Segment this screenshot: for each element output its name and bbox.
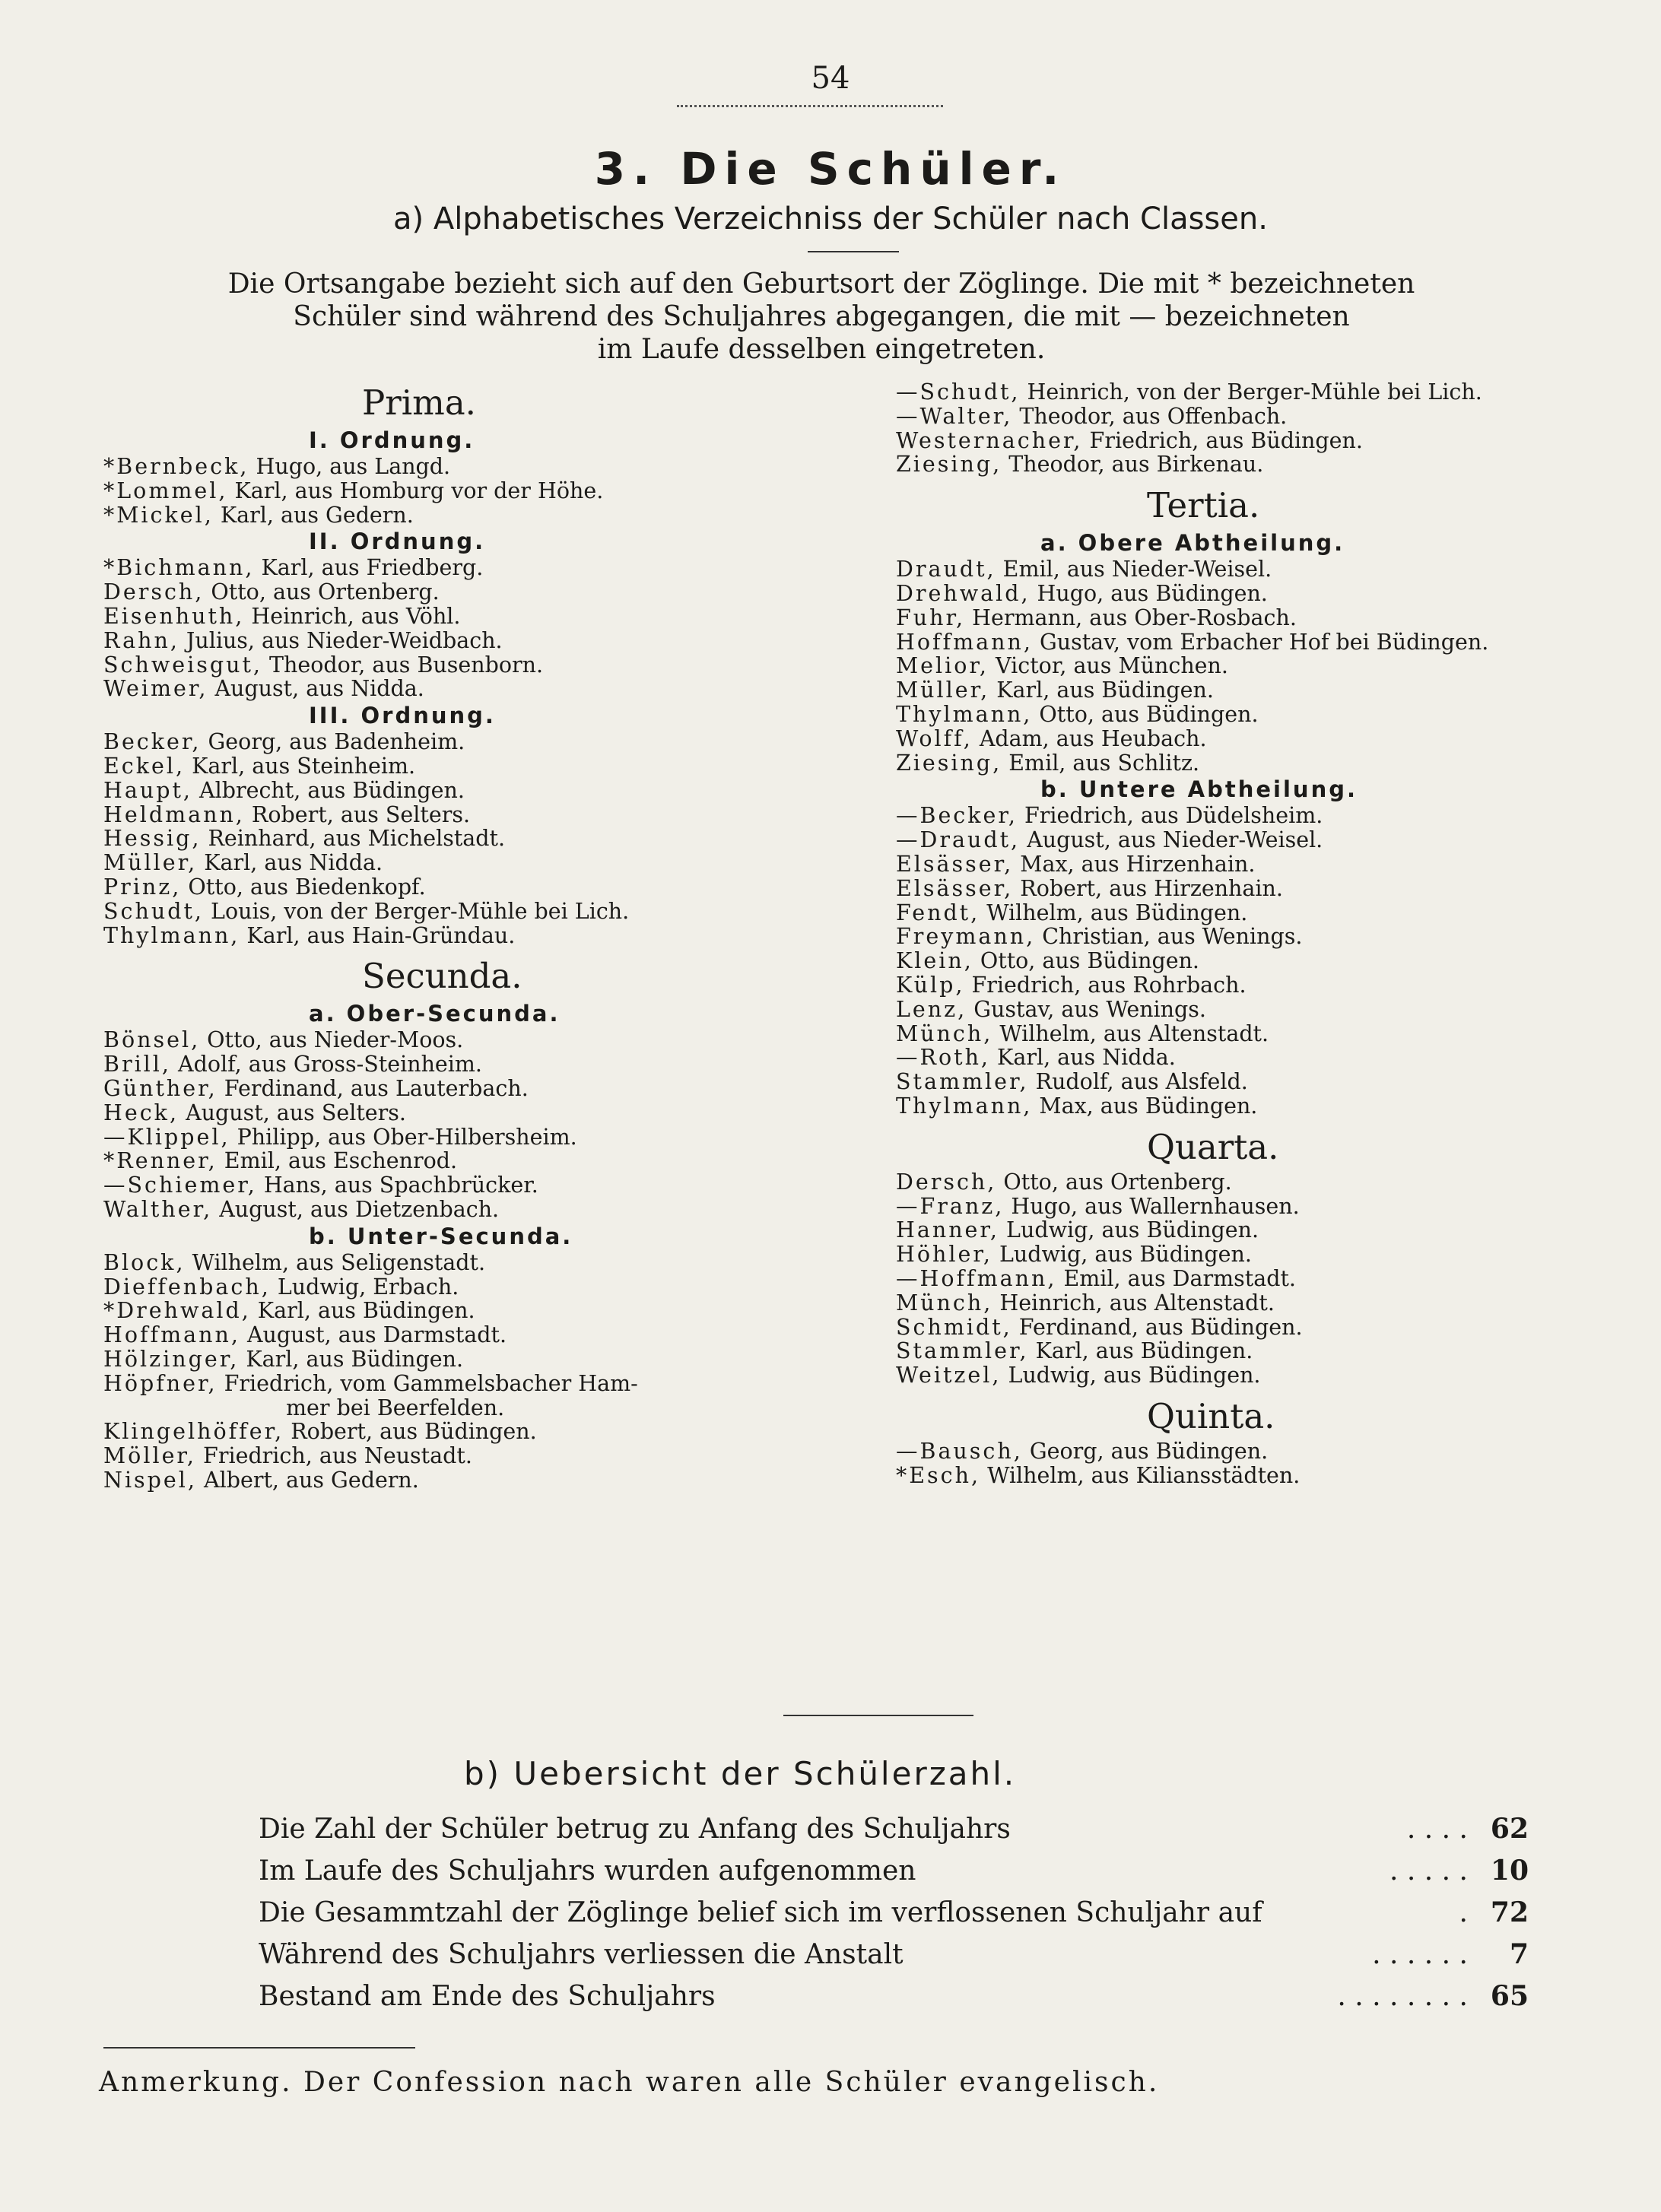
pupil-details: Otto, aus Ortenberg. bbox=[204, 579, 440, 605]
pupil-entry bbox=[103, 580, 864, 605]
summary-label: Bestand am Ende des Schuljahrs bbox=[259, 1981, 716, 2012]
pupil-surname: Thylmann, bbox=[896, 701, 1033, 727]
summary-row bbox=[259, 1850, 1536, 1892]
pupil-details: Otto, aus Büdingen. bbox=[1032, 701, 1259, 727]
spacer bbox=[896, 1388, 1626, 1394]
pupil-details: Ludwig, Erbach. bbox=[270, 1274, 459, 1300]
pupil-surname: Eisenhuth, bbox=[103, 603, 245, 629]
pupil-details: Karl, aus Büdingen. bbox=[239, 1346, 464, 1372]
pupil-surname: Höhler, bbox=[896, 1242, 992, 1268]
pupil-surname: Nispel, bbox=[103, 1467, 197, 1493]
enrollment-summary bbox=[259, 1808, 1536, 2017]
pupil-surname: *Bernbeck, bbox=[103, 454, 249, 479]
pupil-surname: —Schudt, bbox=[896, 379, 1021, 405]
summary-row bbox=[259, 1808, 1536, 1850]
pupil-details: Max, aus Büdingen. bbox=[1032, 1093, 1258, 1119]
pupil-surname: Rahn, bbox=[103, 627, 179, 653]
summary-value: 7 bbox=[1509, 1938, 1529, 1970]
pupil-entry bbox=[896, 582, 1626, 606]
pupil-surname: *Bichmann, bbox=[103, 555, 255, 581]
pupil-entry bbox=[103, 924, 864, 948]
pupil-surname: Heck, bbox=[103, 1100, 179, 1125]
pupil-surname: Münch, bbox=[896, 1020, 993, 1046]
pupil-details: Karl, aus Homburg vor der Höhe. bbox=[227, 478, 604, 503]
pupil-details: Victor, aus München. bbox=[989, 653, 1228, 679]
pupil-entry bbox=[896, 949, 1626, 973]
pupil-entry bbox=[896, 630, 1626, 655]
pupil-entry bbox=[896, 1195, 1626, 1219]
pupil-surname: Draudt, bbox=[896, 557, 996, 582]
summary-value: 62 bbox=[1490, 1813, 1529, 1845]
pupil-surname: —Roth, bbox=[896, 1045, 990, 1071]
pupil-details: Georg, aus Badenheim. bbox=[201, 729, 465, 755]
pupil-entry bbox=[103, 1077, 864, 1101]
pupil-details: Wilhelm, aus Altenstadt. bbox=[992, 1020, 1269, 1046]
pupil-details: Karl, aus Hain-Gründau. bbox=[240, 922, 516, 948]
pupil-details: Karl, aus Nidda. bbox=[197, 850, 383, 876]
class-heading: Tertia. bbox=[1147, 485, 1260, 526]
spacer bbox=[103, 947, 864, 954]
pupil-entry bbox=[896, 1439, 1626, 1464]
pupil-entry bbox=[896, 998, 1626, 1022]
pupil-details: Max, aus Hirzenhain. bbox=[1013, 851, 1256, 877]
pupil-entry bbox=[103, 1251, 864, 1275]
pupil-entry bbox=[103, 1149, 864, 1173]
pupil-entry bbox=[103, 1372, 864, 1396]
pupil-surname: —Bausch, bbox=[896, 1438, 1023, 1464]
leader-dots: . . . . bbox=[1406, 1814, 1468, 1845]
subgroup-heading: a. Obere Abtheilung. bbox=[1040, 530, 1345, 557]
right-column bbox=[896, 380, 1626, 1487]
pupil-details: Friedrich, aus Büdingen. bbox=[1082, 427, 1363, 453]
pupil-entry bbox=[896, 429, 1626, 453]
pupil-entry bbox=[896, 1339, 1626, 1363]
subgroup-heading: III. Ordnung. bbox=[309, 703, 496, 729]
pupil-surname: Elsässer, bbox=[896, 875, 1014, 901]
pupil-surname: Heldmann, bbox=[103, 801, 245, 827]
pupil-details: Karl, aus Gedern. bbox=[213, 502, 414, 528]
pupil-surname: Freymann, bbox=[896, 924, 1036, 950]
pupil-entry bbox=[103, 1444, 864, 1468]
pupil-entry bbox=[103, 803, 864, 827]
pupil-entry bbox=[896, 654, 1626, 678]
intro-line: Die Ortsangabe bezieht sich auf den Geburtsort der Zöglinge. Die mit * bezeichneten bbox=[227, 268, 1415, 300]
left-column bbox=[103, 380, 864, 1493]
pupil-entry bbox=[103, 875, 864, 900]
pupil-surname: Ziesing, bbox=[896, 750, 1002, 776]
divider bbox=[808, 251, 899, 252]
pupil-entry bbox=[103, 605, 864, 629]
pupil-details: Ludwig, aus Büdingen. bbox=[992, 1242, 1252, 1268]
summary-value: 10 bbox=[1490, 1855, 1529, 1887]
pupil-details: Friedrich, aus Rohrbach. bbox=[964, 972, 1247, 998]
pupil-surname: Fendt, bbox=[896, 900, 980, 925]
pupil-entry bbox=[896, 1094, 1626, 1119]
pupil-surname: Günther, bbox=[103, 1075, 218, 1101]
spacer bbox=[896, 1119, 1626, 1125]
pupil-surname: —Hoffmann, bbox=[896, 1265, 1057, 1291]
pupil-entry bbox=[896, 973, 1626, 998]
pupil-entry bbox=[896, 852, 1626, 877]
pupil-details: Otto, aus Biedenkopf. bbox=[181, 874, 426, 900]
pupil-surname: Weitzel, bbox=[896, 1363, 1002, 1388]
pupil-entry bbox=[103, 900, 864, 924]
pupil-surname: Schmidt, bbox=[896, 1314, 1012, 1340]
summary-row bbox=[259, 1892, 1536, 1934]
pupil-entry bbox=[103, 479, 864, 503]
pupil-entry bbox=[896, 1242, 1626, 1267]
pupil-surname: Dersch, bbox=[103, 579, 205, 605]
pupil-entry bbox=[896, 1170, 1626, 1195]
pupil-surname: Möller, bbox=[103, 1443, 196, 1469]
leader-dots: . . . . . bbox=[1389, 1855, 1468, 1887]
pupil-details: August, aus Selters. bbox=[179, 1100, 406, 1125]
pupil-entry bbox=[896, 1464, 1626, 1488]
pupil-surname: —Franz, bbox=[896, 1193, 1005, 1219]
summary-label: Die Gesammtzahl der Zöglinge belief sich im verflossenen Schuljahr auf bbox=[259, 1897, 1262, 1928]
pupil-entry bbox=[896, 1363, 1626, 1388]
pupil-surname: —Draudt, bbox=[896, 827, 1021, 853]
pupil-surname: —Walter, bbox=[896, 403, 1013, 429]
pupil-entry bbox=[103, 1028, 864, 1052]
subgroup-heading: a. Ober-Secunda. bbox=[309, 1001, 561, 1027]
pupil-details: August, aus Nieder-Weisel. bbox=[1020, 827, 1323, 853]
pupil-surname: —Becker, bbox=[896, 803, 1018, 829]
pupil-entry bbox=[103, 1323, 864, 1347]
pupil-details: Gustav, aus Wenings. bbox=[967, 996, 1206, 1022]
pupil-entry bbox=[896, 703, 1626, 727]
pupil-entry bbox=[103, 827, 864, 851]
pupil-surname: *Drehwald, bbox=[103, 1298, 251, 1324]
pupil-details: Emil, aus Nieder-Weisel. bbox=[996, 557, 1272, 582]
pupil-details: Theodor, aus Busenborn. bbox=[262, 652, 544, 678]
pupil-details: Christian, aus Wenings. bbox=[1035, 924, 1303, 950]
pupil-entry bbox=[896, 1046, 1626, 1070]
pupil-entry bbox=[896, 405, 1626, 429]
summary-label: Während des Schuljahrs verliessen die Anstalt bbox=[259, 1939, 904, 1970]
pupil-surname: Schudt, bbox=[103, 898, 204, 924]
pupil-surname: —Klippel, bbox=[103, 1124, 230, 1150]
pupil-entry bbox=[896, 606, 1626, 630]
pupil-surname: Müller, bbox=[896, 678, 990, 703]
pupil-surname: Block, bbox=[103, 1249, 186, 1275]
pupil-entry bbox=[896, 380, 1626, 405]
pupil-entry bbox=[896, 804, 1626, 828]
pupil-surname: Stammler, bbox=[896, 1338, 1029, 1364]
pupil-surname: Prinz, bbox=[103, 874, 182, 900]
pupil-details: Hans, aus Spachbrücker. bbox=[256, 1173, 538, 1198]
pupil-entry bbox=[896, 925, 1626, 949]
pupil-surname: Müller, bbox=[103, 850, 198, 876]
pupil-details: Philipp, aus Ober-Hilbersheim. bbox=[230, 1124, 577, 1150]
pupil-entry bbox=[896, 1022, 1626, 1046]
pupil-surname: Wolff, bbox=[896, 725, 973, 751]
pupil-details: Ferdinand, aus Büdingen. bbox=[1012, 1314, 1303, 1340]
pupil-details: Albrecht, aus Büdingen. bbox=[192, 777, 465, 803]
pupil-entry bbox=[896, 452, 1626, 477]
pupil-entry bbox=[896, 1315, 1626, 1340]
pupil-details: Rudolf, aus Alsfeld. bbox=[1028, 1069, 1248, 1095]
pupil-surname: Thylmann, bbox=[896, 1093, 1033, 1119]
pupil-surname: Külp, bbox=[896, 972, 965, 998]
intro-line: im Laufe desselben eingetreten. bbox=[597, 334, 1046, 365]
pupil-entry bbox=[896, 557, 1626, 582]
summary-value: 65 bbox=[1490, 1980, 1529, 2012]
footnote: Anmerkung. Der Confession nach waren alle Schüler evangelisch. bbox=[99, 2067, 1160, 2098]
pupil-entry bbox=[896, 727, 1626, 751]
pupil-details: August, aus Nidda. bbox=[208, 676, 424, 702]
pupil-details: Friedrich, vom Gammelsbacher Ham- bbox=[217, 1370, 638, 1396]
pupil-surname: Thylmann, bbox=[103, 922, 240, 948]
pupil-details: Adolf, aus Gross-Steinheim. bbox=[170, 1052, 482, 1077]
subgroup-heading: b. Unter-Secunda. bbox=[309, 1223, 573, 1249]
class-heading: Quinta. bbox=[1147, 1395, 1275, 1436]
section-a-heading: a) Alphabetisches Verzeichniss der Schüler nach Classen. bbox=[393, 202, 1268, 236]
leader-dots: . . . . . . . . bbox=[1337, 1981, 1468, 2012]
pupil-entry bbox=[896, 1267, 1626, 1291]
pupil-surname: *Renner, bbox=[103, 1148, 218, 1174]
pupil-surname: Weimer, bbox=[103, 676, 208, 702]
page-number: 54 bbox=[811, 61, 850, 96]
pupil-entry bbox=[896, 1070, 1626, 1094]
pupil-surname: Brill, bbox=[103, 1052, 171, 1077]
pupil-details: Georg, aus Büdingen. bbox=[1022, 1438, 1269, 1464]
summary-label: Im Laufe des Schuljahrs wurden aufgenommen bbox=[259, 1855, 916, 1887]
pupil-details: Karl, aus Steinheim. bbox=[185, 753, 416, 779]
pupil-details: Emil, aus Schlitz. bbox=[1002, 750, 1200, 776]
pupil-details: Otto, aus Nieder-Moos. bbox=[200, 1027, 464, 1053]
pupil-surname: Lenz, bbox=[896, 996, 967, 1022]
pupil-details: Hermann, aus Ober-Rosbach. bbox=[965, 605, 1297, 630]
pupil-surname: Drehwald, bbox=[896, 580, 1031, 606]
pupil-surname: Dieffenbach, bbox=[103, 1274, 271, 1300]
pupil-details: Heinrich, aus Altenstadt. bbox=[992, 1290, 1275, 1315]
pupil-entry bbox=[103, 556, 864, 580]
pupil-entry bbox=[103, 1468, 864, 1493]
pupil-entry bbox=[103, 629, 864, 653]
pupil-entry bbox=[103, 1125, 864, 1150]
pupil-entry bbox=[103, 1347, 864, 1372]
pupil-surname: Hoffmann, bbox=[103, 1322, 240, 1348]
pupil-details: Karl, aus Büdingen. bbox=[1028, 1338, 1253, 1364]
summary-row bbox=[259, 1934, 1536, 1976]
pupil-entry bbox=[103, 730, 864, 754]
subgroup-heading: I. Ordnung. bbox=[309, 427, 475, 453]
pupil-details: Louis, von der Berger-Mühle bei Lich. bbox=[203, 898, 630, 924]
pupil-entry bbox=[103, 1420, 864, 1444]
pupil-details: Adam, aus Heubach. bbox=[972, 725, 1207, 751]
pupil-surname: Elsässer, bbox=[896, 851, 1014, 877]
pupil-details: Gustav, vom Erbacher Hof bei Büdingen. bbox=[1032, 629, 1489, 655]
pupil-details: Hugo, aus Wallernhausen. bbox=[1004, 1193, 1300, 1219]
pupil-entry bbox=[896, 1218, 1626, 1242]
pupil-entry bbox=[896, 678, 1626, 703]
pupil-details: Ludwig, aus Büdingen. bbox=[999, 1217, 1259, 1243]
leader-dots: . bbox=[1459, 1897, 1468, 1928]
intro-line: Schüler sind während des Schuljahres abgegangen, die mit — bezeichneten bbox=[293, 301, 1350, 332]
header-rule bbox=[677, 105, 943, 107]
subgroup-heading: b. Untere Abtheilung. bbox=[1040, 776, 1358, 803]
pupil-surname: Melior, bbox=[896, 653, 989, 679]
spacer bbox=[896, 477, 1626, 483]
leader-dots: . . . . . . bbox=[1372, 1939, 1468, 1970]
pupil-details: Ludwig, aus Büdingen. bbox=[1001, 1363, 1261, 1388]
summary-value: 72 bbox=[1490, 1896, 1529, 1928]
pupil-details: Hugo, aus Langd. bbox=[249, 454, 451, 479]
pupil-details: Wilhelm, aus Kiliansstädten. bbox=[980, 1462, 1301, 1488]
pupil-surname: Bönsel, bbox=[103, 1027, 201, 1053]
pupil-details: Robert, aus Selters. bbox=[244, 801, 471, 827]
pupil-details: Wilhelm, aus Büdingen. bbox=[980, 900, 1248, 925]
pupil-surname: *Esch, bbox=[896, 1462, 981, 1488]
pupil-surname: Westernacher, bbox=[896, 427, 1083, 453]
pupil-details: Karl, aus Büdingen. bbox=[989, 678, 1214, 703]
pupil-entry bbox=[103, 1299, 864, 1323]
pupil-entry bbox=[103, 1173, 864, 1198]
pupil-details: Friedrich, aus Neustadt. bbox=[196, 1443, 472, 1469]
pupil-surname: Münch, bbox=[896, 1290, 993, 1315]
pupil-details: Otto, aus Ortenberg. bbox=[996, 1169, 1232, 1195]
pupil-details: Julius, aus Nieder-Weidbach. bbox=[179, 627, 503, 653]
footnote-rule bbox=[103, 2047, 415, 2049]
summary-row bbox=[259, 1976, 1536, 2017]
pupil-surname: Haupt, bbox=[103, 777, 192, 803]
pupil-surname: *Mickel, bbox=[103, 502, 214, 528]
pupil-details: Heinrich, aus Vöhl. bbox=[244, 603, 461, 629]
pupil-entry bbox=[896, 901, 1626, 925]
pupil-details: Robert, aus Hirzenhain. bbox=[1013, 875, 1283, 901]
pupil-details: Wilhelm, aus Seligenstadt. bbox=[185, 1249, 486, 1275]
pupil-surname: Walther, bbox=[103, 1196, 213, 1222]
pupil-details: Emil, aus Eschenrod. bbox=[217, 1148, 458, 1174]
pupil-surname: Ziesing, bbox=[896, 452, 1002, 478]
pupil-entry bbox=[103, 677, 864, 701]
pupil-details: Theodor, aus Birkenau. bbox=[1002, 452, 1264, 478]
pupil-entry bbox=[103, 1052, 864, 1077]
pupil-entry bbox=[896, 751, 1626, 776]
chapter-title: 3. Die Schüler. bbox=[594, 143, 1067, 195]
summary-label: Die Zahl der Schüler betrug zu Anfang des Schuljahrs bbox=[259, 1814, 1011, 1845]
pupil-surname: Klein, bbox=[896, 948, 973, 974]
pupil-surname: Hessig, bbox=[103, 826, 202, 852]
pupil-surname: Eckel, bbox=[103, 753, 186, 779]
pupil-entry bbox=[103, 1275, 864, 1300]
pupil-details: Ferdinand, aus Lauterbach. bbox=[217, 1075, 529, 1101]
pupil-details: Karl, aus Büdingen. bbox=[250, 1298, 475, 1324]
pupil-entry bbox=[896, 877, 1626, 901]
pupil-entry bbox=[103, 1198, 864, 1222]
pupil-entry bbox=[103, 455, 864, 479]
pupil-surname: Hoffmann, bbox=[896, 629, 1033, 655]
pupil-entry bbox=[103, 851, 864, 875]
pupil-surname: Hölzinger, bbox=[103, 1346, 240, 1372]
pupil-entry bbox=[896, 1291, 1626, 1315]
section-b-heading: b) Uebersicht der Schülerzahl. bbox=[464, 1755, 1017, 1792]
pupil-surname: Stammler, bbox=[896, 1069, 1029, 1095]
pupil-details: Karl, aus Friedberg. bbox=[254, 555, 484, 581]
pupil-surname: Becker, bbox=[103, 729, 202, 755]
pupil-details: Karl, aus Nidda. bbox=[989, 1045, 1176, 1071]
pupil-surname: Schweisgut, bbox=[103, 652, 262, 678]
pupil-entry bbox=[896, 828, 1626, 852]
pupil-details: Heinrich, von der Berger-Mühle bei Lich. bbox=[1020, 379, 1482, 405]
pupil-details: Albert, aus Gedern. bbox=[196, 1467, 419, 1493]
pupil-entry-continuation: mer bei Beerfelden. bbox=[286, 1395, 505, 1420]
pupil-entry bbox=[103, 503, 864, 528]
divider bbox=[783, 1715, 973, 1716]
pupil-details: Hugo, aus Büdingen. bbox=[1030, 580, 1268, 606]
pupil-surname: —Schiemer, bbox=[103, 1173, 257, 1198]
pupil-entry bbox=[103, 1101, 864, 1125]
pupil-entry bbox=[103, 653, 864, 678]
pupil-surname: Klingelhöffer, bbox=[103, 1419, 284, 1445]
pupil-details: August, aus Darmstadt. bbox=[240, 1322, 507, 1348]
pupil-details: Otto, aus Büdingen. bbox=[973, 948, 1199, 974]
pupil-entry bbox=[103, 779, 864, 803]
pupil-details: Emil, aus Darmstadt. bbox=[1056, 1265, 1296, 1291]
pupil-entry bbox=[103, 754, 864, 779]
subgroup-heading: II. Ordnung. bbox=[309, 528, 486, 555]
pupil-details: Reinhard, aus Michelstadt. bbox=[201, 826, 506, 852]
pupil-details: August, aus Dietzenbach. bbox=[212, 1196, 500, 1222]
pupil-surname: Höpfner, bbox=[103, 1370, 218, 1396]
pupil-surname: Fuhr, bbox=[896, 605, 966, 630]
pupil-surname: Hanner, bbox=[896, 1217, 999, 1243]
class-heading: Quarta. bbox=[1147, 1126, 1279, 1167]
pupil-details: Robert, aus Büdingen. bbox=[284, 1419, 537, 1445]
intro-paragraph bbox=[106, 268, 1536, 366]
class-heading: Secunda. bbox=[362, 956, 522, 997]
class-heading: Prima. bbox=[362, 382, 476, 423]
pupil-details: Friedrich, aus Düdelsheim. bbox=[1017, 803, 1323, 829]
pupil-surname: Dersch, bbox=[896, 1169, 997, 1195]
pupil-surname: *Lommel, bbox=[103, 478, 228, 503]
pupil-details: Theodor, aus Offenbach. bbox=[1012, 403, 1288, 429]
